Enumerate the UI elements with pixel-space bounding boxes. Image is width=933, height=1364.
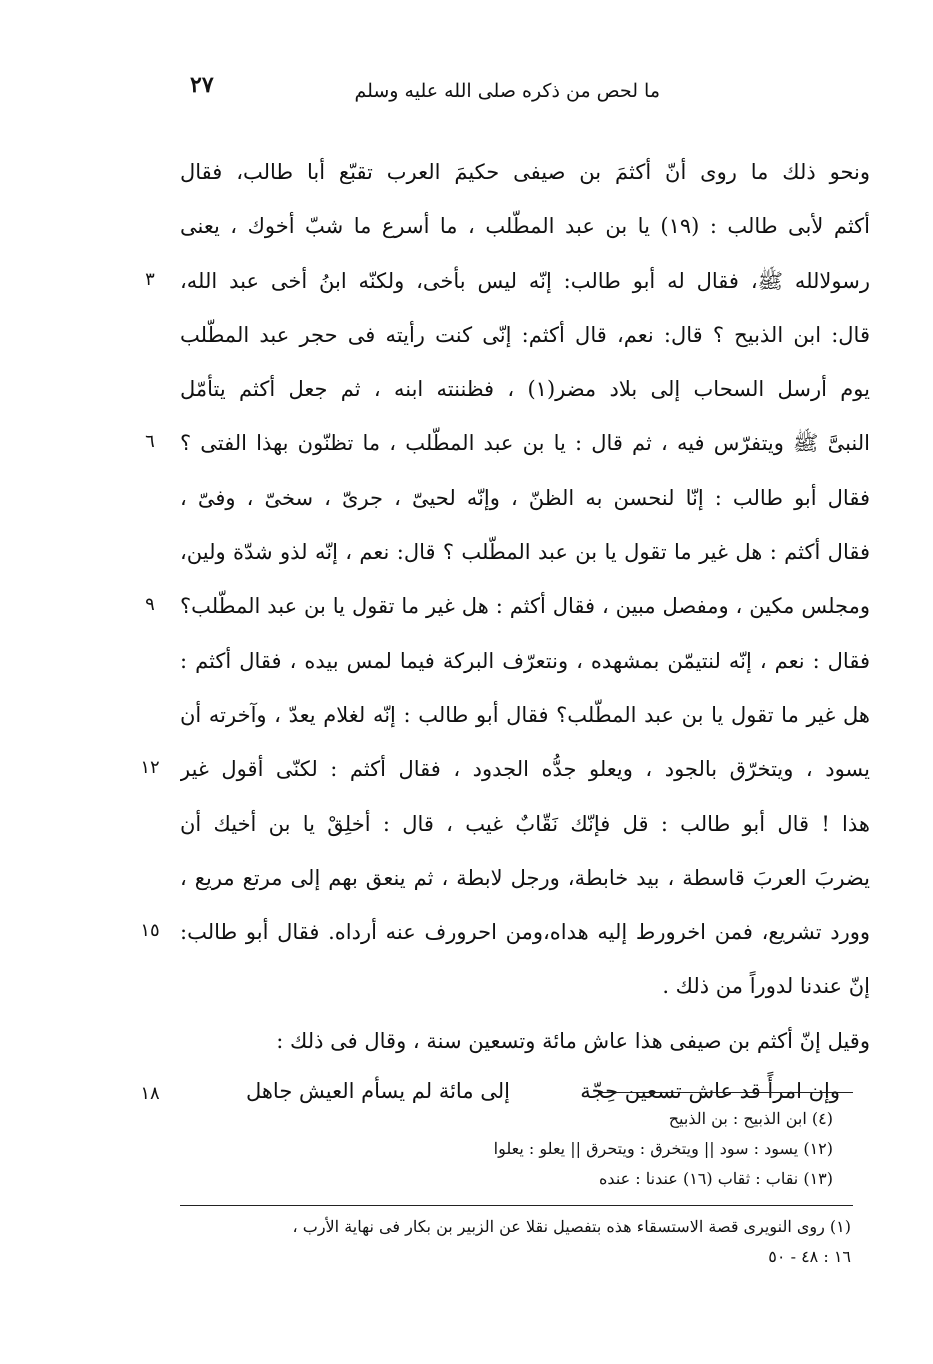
footnote-line: ١٦ : ٤٨ - ٥٠ <box>768 1247 851 1266</box>
variant-line: (٤) ابن الذبيح : بن الذبيح <box>668 1109 833 1128</box>
text-line <box>130 365 870 419</box>
text-line <box>130 908 870 962</box>
text-line <box>130 528 870 582</box>
text-line <box>130 800 870 854</box>
line-text: النبىَّ ﷺ ويتفرّس فيه ، ثم قال : يا بن عبد المطّلب ، ما تظنّون بهذا الفتى ؟ <box>180 431 870 456</box>
text-line <box>130 962 870 1016</box>
verse-first-hemistich: وإن امرأً قد عاش تسعين حِجّة <box>580 1079 840 1104</box>
text-line <box>130 637 870 691</box>
line-number: ٣ <box>145 268 155 290</box>
running-title: ما لحص من ذكره صلى الله عليه وسلم <box>354 80 660 102</box>
line-text: وورد تشريع، فمن اخرورط إليه هداه،ومن احرورف عنه أرداه. فقال أبو طالب: <box>180 920 870 945</box>
page-number: ٢٧ <box>190 72 214 98</box>
text-line <box>130 1017 870 1071</box>
line-text: يسود ، ويتخرّق بالجود ، ويعلو جدُّه الجدود ، فقال أكثم : لكنّى أقول غير <box>180 757 870 782</box>
line-text: ومجلس مكين ، ومفصل مبين ، فقال أكثم : هل غير ما تقول يا بن عبد المطّلب؟ <box>180 594 870 619</box>
line-text: أكثم لأبى طالب : (١٩) يا بن عبد المطّلب ، ما أسرع ما شبّ أخوك ، يعنى <box>180 214 870 239</box>
text-line <box>130 311 870 365</box>
text-line <box>130 474 870 528</box>
body-text <box>130 148 870 1125</box>
line-number: ٦ <box>145 431 155 453</box>
line-text: فقال : نعم ، إنّه لنتيمّن بمشهده ، ونتعرّف البركة فيما لمس بيده ، فقال أكثم : <box>180 648 870 673</box>
text-line <box>130 691 870 745</box>
line-text: وقيل إنّ أكثم بن صيفى هذا عاش مائة وتسعين سنة ، وقال فى ذلك : <box>276 1028 870 1053</box>
variant-readings <box>113 1104 833 1194</box>
line-text: فقال أبو طالب : إنّا لنحسن به الظنّ ، وإنّه لحيىّ ، جرىّ ، سخىّ ، وفىّ ، <box>180 485 870 510</box>
variants-divider <box>598 1092 853 1093</box>
footnotes <box>111 1212 851 1272</box>
text-line <box>130 854 870 908</box>
verse-second-hemistich: إلى مائة لم يسأم العيش جاهل <box>245 1079 510 1104</box>
text-line <box>130 202 870 256</box>
line-number: ١٨ <box>140 1083 160 1105</box>
text-line <box>130 419 870 473</box>
line-text: هذا ! قال أبو طالب : قل فإنّك نَقّابٌ غيب ، قال : أخلِقْ يا بن أخيك أن <box>180 811 870 836</box>
text-line <box>130 582 870 636</box>
page-header <box>190 72 660 112</box>
footnote-line: (١) روى النويرى قصة الاستسقاء هذه بتفصيل نقلا عن الزبير بن بكار فى نهاية الأرب ، <box>292 1217 851 1236</box>
variant-line: (١٢) يسود : سود || ويتخرق : ويتحرق || يعلو : يعلوا <box>493 1139 833 1158</box>
line-text: ونحو ذلك ما روى أنّ أكثمَ بن صيفى حكيمَ العرب تقبّع أبا طالب، فقال <box>180 160 870 184</box>
footnotes-divider <box>180 1205 853 1206</box>
text-line <box>130 257 870 311</box>
text-line <box>130 148 870 202</box>
line-number: ٩ <box>145 594 155 616</box>
line-text: قال: ابن الذبيح ؟ قال: نعم، قال أكثم: إنّى كنت رأيته فى حجر عبد المطّلب <box>180 322 870 347</box>
line-text: رسولالله ﷺ، فقال له أبو طالب: إنّه ليس بأخى، ولكنّه ابنُ أخى عبد الله، <box>180 268 870 293</box>
line-number: ١٥ <box>140 920 160 942</box>
text-line <box>130 745 870 799</box>
line-number: ١٢ <box>140 757 160 779</box>
line-text: فقال أكثم : هل غير ما تقول يا بن عبد المطّلب ؟ قال: نعم ، إنّه لذو شدّة ولين، <box>180 540 870 565</box>
line-text: إنّ عندنا لدوراً من ذلك . <box>662 974 870 999</box>
line-text: يضربَ العربَ قاسطة ، بيد خابطة، ورجل لابطة ، ثم ينعق بهم إلى مرتع مريع ، <box>180 865 870 890</box>
line-text: يوم أرسل السحاب إلى بلاد مضر(١) ، فظننته ابنه ، ثم جعل أكثم يتأمّل <box>180 377 870 402</box>
line-text: هل غير ما تقول يا بن عبد المطّلب؟ فقال أبو طالب : إنّه لغلام يعدّ ، وآخرته أن <box>180 702 870 727</box>
variant-line: (١٣) نقاب : ثقاب (١٦) عندنا : عنده <box>599 1169 833 1188</box>
